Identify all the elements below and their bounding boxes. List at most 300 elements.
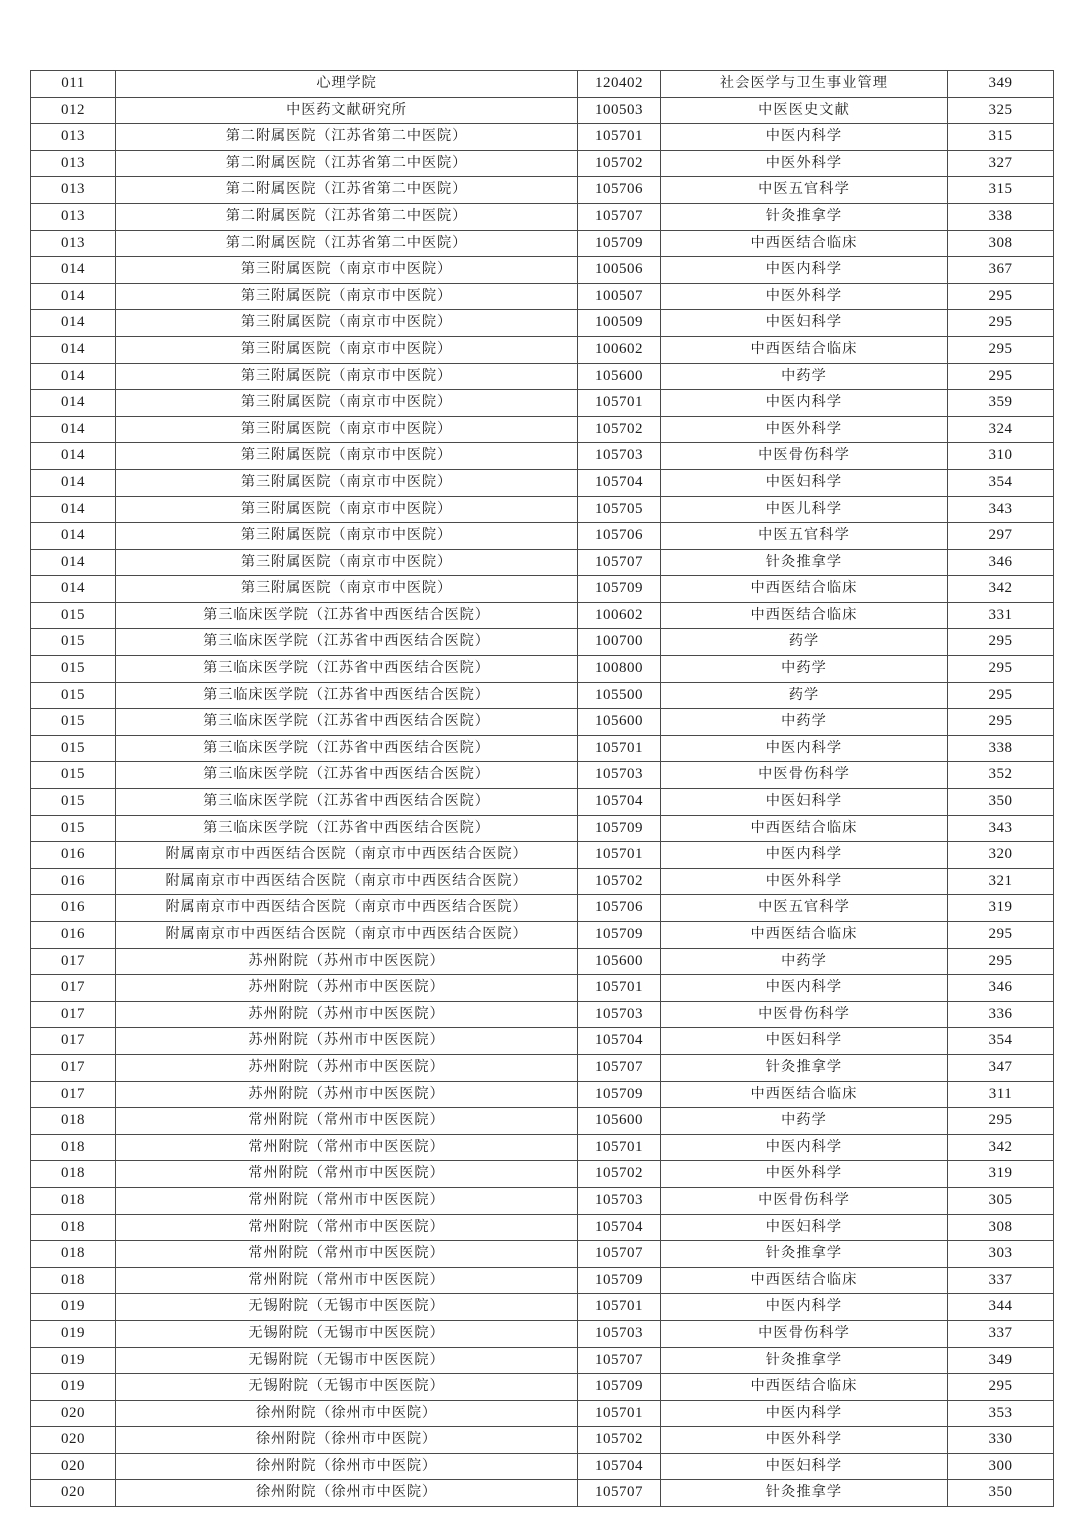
cell-unit-name: 苏州附院（苏州市中医医院）: [116, 975, 578, 1002]
table-row: [31, 363, 1054, 390]
cell-major-name: 中医内科学: [661, 124, 948, 151]
cell-unit-name: 苏州附院（苏州市中医医院）: [116, 1081, 578, 1108]
table-row: [31, 1294, 1054, 1321]
cell-unit-code: 012: [31, 97, 116, 124]
cell-unit-code: 020: [31, 1400, 116, 1427]
cell-unit-code: 019: [31, 1347, 116, 1374]
score-table-container: [30, 70, 1053, 1507]
cell-score: 327: [948, 150, 1054, 177]
cell-score: 310: [948, 443, 1054, 470]
cell-unit-code: 015: [31, 735, 116, 762]
cell-unit-name: 第三附属医院（南京市中医院）: [116, 549, 578, 576]
cell-major-code: 105600: [578, 363, 661, 390]
cell-major-code: 105600: [578, 948, 661, 975]
cell-unit-name: 苏州附院（苏州市中医医院）: [116, 1001, 578, 1028]
table-row: [31, 602, 1054, 629]
cell-score: 354: [948, 469, 1054, 496]
cell-unit-code: 014: [31, 390, 116, 417]
cell-score: 295: [948, 1108, 1054, 1135]
table-row: [31, 1320, 1054, 1347]
cell-major-name: 中药学: [661, 709, 948, 736]
cell-major-code: 100506: [578, 257, 661, 284]
cell-unit-name: 第三临床医学院（江苏省中西医结合医院）: [116, 735, 578, 762]
table-row: [31, 682, 1054, 709]
cell-major-code: 105500: [578, 682, 661, 709]
cell-score: 352: [948, 762, 1054, 789]
cell-major-name: 中医医史文献: [661, 97, 948, 124]
cell-unit-code: 015: [31, 709, 116, 736]
cell-major-code: 100503: [578, 97, 661, 124]
cell-score: 343: [948, 496, 1054, 523]
cell-score: 295: [948, 656, 1054, 683]
table-row: [31, 709, 1054, 736]
cell-score: 350: [948, 789, 1054, 816]
cell-major-name: 针灸推拿学: [661, 549, 948, 576]
table-row: [31, 1054, 1054, 1081]
cell-unit-name: 无锡附院（无锡市中医医院）: [116, 1374, 578, 1401]
cell-major-name: 中药学: [661, 1108, 948, 1135]
cell-unit-code: 013: [31, 177, 116, 204]
cell-unit-name: 徐州附院（徐州市中医院）: [116, 1480, 578, 1507]
table-row: [31, 230, 1054, 257]
cell-score: 297: [948, 523, 1054, 550]
cell-major-name: 针灸推拿学: [661, 203, 948, 230]
cell-major-code: 105706: [578, 523, 661, 550]
cell-major-name: 针灸推拿学: [661, 1347, 948, 1374]
cell-unit-name: 附属南京市中西医结合医院（南京市中西医结合医院）: [116, 868, 578, 895]
cell-unit-code: 014: [31, 257, 116, 284]
cell-major-code: 105701: [578, 735, 661, 762]
cell-unit-name: 中医药文献研究所: [116, 97, 578, 124]
cell-major-code: 105701: [578, 1134, 661, 1161]
cell-score: 295: [948, 363, 1054, 390]
cell-major-name: 中医内科学: [661, 735, 948, 762]
cell-unit-code: 016: [31, 895, 116, 922]
table-row: [31, 469, 1054, 496]
cell-unit-code: 017: [31, 975, 116, 1002]
table-row: [31, 1214, 1054, 1241]
cell-unit-code: 014: [31, 576, 116, 603]
cell-unit-code: 013: [31, 230, 116, 257]
table-row: [31, 1001, 1054, 1028]
cell-unit-name: 常州附院（常州市中医医院）: [116, 1134, 578, 1161]
cell-score: 336: [948, 1001, 1054, 1028]
table-row: [31, 1374, 1054, 1401]
cell-unit-name: 第三附属医院（南京市中医院）: [116, 310, 578, 337]
cell-major-code: 120402: [578, 71, 661, 98]
table-row: [31, 922, 1054, 949]
cell-unit-name: 第二附属医院（江苏省第二中医院）: [116, 203, 578, 230]
cell-major-code: 105702: [578, 868, 661, 895]
cell-unit-code: 015: [31, 789, 116, 816]
cell-major-code: 100509: [578, 310, 661, 337]
cell-major-name: 中医外科学: [661, 1161, 948, 1188]
table-row: [31, 1161, 1054, 1188]
cell-score: 295: [948, 336, 1054, 363]
cell-unit-code: 017: [31, 948, 116, 975]
cell-unit-code: 011: [31, 71, 116, 98]
cell-major-name: 中医外科学: [661, 1427, 948, 1454]
cell-major-name: 中西医结合临床: [661, 922, 948, 949]
cell-unit-code: 015: [31, 602, 116, 629]
cell-unit-code: 017: [31, 1001, 116, 1028]
cell-unit-code: 019: [31, 1374, 116, 1401]
cell-unit-name: 第三附属医院（南京市中医院）: [116, 283, 578, 310]
cell-major-code: 105707: [578, 1054, 661, 1081]
table-row: [31, 842, 1054, 869]
cell-major-name: 中西医结合临床: [661, 230, 948, 257]
cell-major-code: 105707: [578, 203, 661, 230]
cell-unit-code: 014: [31, 336, 116, 363]
cell-major-name: 中医内科学: [661, 1294, 948, 1321]
cell-unit-name: 第二附属医院（江苏省第二中医院）: [116, 124, 578, 151]
cell-major-code: 105701: [578, 975, 661, 1002]
cell-major-code: 105709: [578, 815, 661, 842]
cell-major-code: 105705: [578, 496, 661, 523]
cell-unit-name: 苏州附院（苏州市中医医院）: [116, 948, 578, 975]
cell-major-code: 105702: [578, 1427, 661, 1454]
cell-major-code: 100602: [578, 602, 661, 629]
table-row: [31, 496, 1054, 523]
cell-score: 295: [948, 709, 1054, 736]
cell-unit-code: 018: [31, 1161, 116, 1188]
cell-major-name: 中医外科学: [661, 283, 948, 310]
score-table-body: [31, 71, 1054, 1507]
cell-unit-name: 常州附院（常州市中医医院）: [116, 1187, 578, 1214]
cell-major-code: 105701: [578, 124, 661, 151]
cell-major-code: 105709: [578, 230, 661, 257]
cell-score: 295: [948, 310, 1054, 337]
cell-score: 338: [948, 735, 1054, 762]
cell-major-code: 105704: [578, 1028, 661, 1055]
cell-major-name: 中医骨伤科学: [661, 762, 948, 789]
cell-unit-name: 第三临床医学院（江苏省中西医结合医院）: [116, 762, 578, 789]
table-row: [31, 1028, 1054, 1055]
cell-score: 308: [948, 230, 1054, 257]
cell-major-code: 105709: [578, 1081, 661, 1108]
table-row: [31, 1267, 1054, 1294]
cell-unit-name: 附属南京市中西医结合医院（南京市中西医结合医院）: [116, 842, 578, 869]
cell-major-code: 100507: [578, 283, 661, 310]
cell-major-name: 针灸推拿学: [661, 1480, 948, 1507]
cell-score: 331: [948, 602, 1054, 629]
cell-score: 295: [948, 948, 1054, 975]
cell-major-name: 针灸推拿学: [661, 1054, 948, 1081]
cell-unit-code: 016: [31, 868, 116, 895]
cell-score: 342: [948, 576, 1054, 603]
cell-unit-name: 第三附属医院（南京市中医院）: [116, 469, 578, 496]
cell-major-code: 100602: [578, 336, 661, 363]
cell-major-name: 中医内科学: [661, 842, 948, 869]
cell-score: 346: [948, 975, 1054, 1002]
cell-major-name: 中西医结合临床: [661, 1374, 948, 1401]
cell-score: 353: [948, 1400, 1054, 1427]
table-row: [31, 576, 1054, 603]
cell-major-code: 100700: [578, 629, 661, 656]
cell-major-code: 105707: [578, 549, 661, 576]
cell-major-name: 中医骨伤科学: [661, 1187, 948, 1214]
cell-major-code: 105701: [578, 390, 661, 417]
table-row: [31, 416, 1054, 443]
cell-major-name: 中西医结合临床: [661, 815, 948, 842]
cell-major-name: 药学: [661, 682, 948, 709]
cell-unit-code: 020: [31, 1427, 116, 1454]
cell-unit-code: 014: [31, 363, 116, 390]
table-row: [31, 1480, 1054, 1507]
cell-major-name: 中西医结合临床: [661, 1081, 948, 1108]
cell-unit-code: 014: [31, 523, 116, 550]
cell-score: 319: [948, 1161, 1054, 1188]
cell-unit-name: 第三附属医院（南京市中医院）: [116, 336, 578, 363]
cell-major-name: 中医内科学: [661, 390, 948, 417]
cell-major-name: 中医五官科学: [661, 523, 948, 550]
cell-major-code: 105701: [578, 842, 661, 869]
cell-unit-code: 015: [31, 762, 116, 789]
cell-unit-code: 015: [31, 656, 116, 683]
cell-score: 315: [948, 124, 1054, 151]
cell-unit-name: 第三附属医院（南京市中医院）: [116, 390, 578, 417]
cell-unit-name: 心理学院: [116, 71, 578, 98]
cell-unit-code: 014: [31, 416, 116, 443]
cell-score: 305: [948, 1187, 1054, 1214]
table-row: [31, 150, 1054, 177]
cell-unit-name: 第三附属医院（南京市中医院）: [116, 363, 578, 390]
cell-score: 337: [948, 1267, 1054, 1294]
cell-major-name: 中西医结合临床: [661, 1267, 948, 1294]
cell-unit-code: 016: [31, 922, 116, 949]
table-row: [31, 1134, 1054, 1161]
table-row: [31, 97, 1054, 124]
cell-major-code: 105707: [578, 1241, 661, 1268]
table-row: [31, 656, 1054, 683]
cell-score: 354: [948, 1028, 1054, 1055]
cell-unit-name: 第三临床医学院（江苏省中西医结合医院）: [116, 709, 578, 736]
cell-unit-code: 016: [31, 842, 116, 869]
cell-unit-name: 徐州附院（徐州市中医院）: [116, 1427, 578, 1454]
cell-unit-name: 常州附院（常州市中医医院）: [116, 1214, 578, 1241]
cell-unit-code: 017: [31, 1028, 116, 1055]
cell-major-name: 中药学: [661, 948, 948, 975]
cell-unit-code: 014: [31, 469, 116, 496]
table-row: [31, 257, 1054, 284]
cell-major-name: 中西医结合临床: [661, 336, 948, 363]
cell-major-name: 针灸推拿学: [661, 1241, 948, 1268]
cell-major-name: 社会医学与卫生事业管理: [661, 71, 948, 98]
cell-unit-code: 020: [31, 1453, 116, 1480]
cell-score: 311: [948, 1081, 1054, 1108]
cell-unit-name: 第三临床医学院（江苏省中西医结合医院）: [116, 656, 578, 683]
cell-score: 320: [948, 842, 1054, 869]
cell-major-code: 105703: [578, 762, 661, 789]
cell-major-code: 105703: [578, 1187, 661, 1214]
admission-score-table: [30, 70, 1054, 1507]
cell-major-code: 105709: [578, 576, 661, 603]
table-row: [31, 895, 1054, 922]
cell-major-name: 中医内科学: [661, 257, 948, 284]
cell-unit-name: 第三附属医院（南京市中医院）: [116, 443, 578, 470]
cell-score: 367: [948, 257, 1054, 284]
cell-unit-code: 014: [31, 496, 116, 523]
table-row: [31, 1108, 1054, 1135]
cell-score: 338: [948, 203, 1054, 230]
cell-unit-code: 014: [31, 549, 116, 576]
cell-score: 330: [948, 1427, 1054, 1454]
cell-score: 315: [948, 177, 1054, 204]
cell-score: 295: [948, 922, 1054, 949]
table-row: [31, 310, 1054, 337]
table-row: [31, 735, 1054, 762]
table-row: [31, 789, 1054, 816]
cell-major-name: 中药学: [661, 656, 948, 683]
cell-major-code: 105600: [578, 709, 661, 736]
cell-score: 321: [948, 868, 1054, 895]
cell-score: 325: [948, 97, 1054, 124]
cell-major-name: 中医外科学: [661, 416, 948, 443]
cell-major-name: 中西医结合临床: [661, 602, 948, 629]
cell-major-code: 105600: [578, 1108, 661, 1135]
table-row: [31, 762, 1054, 789]
table-row: [31, 1427, 1054, 1454]
cell-major-code: 100800: [578, 656, 661, 683]
cell-unit-name: 常州附院（常州市中医医院）: [116, 1161, 578, 1188]
cell-major-name: 中医妇科学: [661, 310, 948, 337]
table-row: [31, 177, 1054, 204]
cell-unit-name: 第三附属医院（南京市中医院）: [116, 257, 578, 284]
cell-unit-code: 015: [31, 815, 116, 842]
cell-major-name: 中医外科学: [661, 868, 948, 895]
cell-score: 344: [948, 1294, 1054, 1321]
cell-major-code: 105703: [578, 443, 661, 470]
cell-unit-code: 014: [31, 310, 116, 337]
cell-unit-code: 014: [31, 283, 116, 310]
cell-major-name: 中医骨伤科学: [661, 1320, 948, 1347]
cell-score: 295: [948, 629, 1054, 656]
cell-score: 324: [948, 416, 1054, 443]
cell-major-code: 105702: [578, 416, 661, 443]
cell-score: 295: [948, 1374, 1054, 1401]
cell-unit-name: 常州附院（常州市中医医院）: [116, 1108, 578, 1135]
cell-score: 300: [948, 1453, 1054, 1480]
cell-major-code: 105709: [578, 1374, 661, 1401]
table-row: [31, 1241, 1054, 1268]
table-row: [31, 1187, 1054, 1214]
cell-major-code: 105704: [578, 1214, 661, 1241]
cell-major-code: 105701: [578, 1400, 661, 1427]
cell-unit-code: 018: [31, 1187, 116, 1214]
cell-major-name: 中药学: [661, 363, 948, 390]
table-row: [31, 336, 1054, 363]
cell-unit-name: 第三附属医院（南京市中医院）: [116, 496, 578, 523]
table-row: [31, 283, 1054, 310]
cell-major-code: 105709: [578, 922, 661, 949]
table-row: [31, 975, 1054, 1002]
cell-unit-code: 018: [31, 1241, 116, 1268]
cell-score: 349: [948, 1347, 1054, 1374]
cell-unit-code: 018: [31, 1108, 116, 1135]
cell-major-name: 中西医结合临床: [661, 576, 948, 603]
table-row: [31, 390, 1054, 417]
cell-score: 349: [948, 71, 1054, 98]
cell-score: 343: [948, 815, 1054, 842]
cell-major-name: 中医内科学: [661, 1400, 948, 1427]
cell-unit-code: 020: [31, 1480, 116, 1507]
table-row: [31, 1347, 1054, 1374]
cell-unit-name: 第二附属医院（江苏省第二中医院）: [116, 230, 578, 257]
cell-unit-code: 014: [31, 443, 116, 470]
cell-unit-code: 015: [31, 629, 116, 656]
table-row: [31, 1081, 1054, 1108]
cell-score: 295: [948, 283, 1054, 310]
cell-major-name: 中医内科学: [661, 1134, 948, 1161]
cell-unit-name: 常州附院（常州市中医医院）: [116, 1241, 578, 1268]
table-row: [31, 203, 1054, 230]
cell-unit-code: 019: [31, 1294, 116, 1321]
cell-score: 350: [948, 1480, 1054, 1507]
cell-unit-code: 015: [31, 682, 116, 709]
cell-major-code: 105704: [578, 469, 661, 496]
cell-unit-name: 附属南京市中西医结合医院（南京市中西医结合医院）: [116, 922, 578, 949]
table-row: [31, 523, 1054, 550]
cell-score: 295: [948, 682, 1054, 709]
cell-score: 319: [948, 895, 1054, 922]
cell-score: 359: [948, 390, 1054, 417]
cell-major-code: 105706: [578, 177, 661, 204]
cell-unit-name: 无锡附院（无锡市中医医院）: [116, 1347, 578, 1374]
cell-unit-name: 第三附属医院（南京市中医院）: [116, 416, 578, 443]
table-row: [31, 124, 1054, 151]
cell-major-code: 105703: [578, 1320, 661, 1347]
cell-major-code: 105702: [578, 1161, 661, 1188]
table-row: [31, 948, 1054, 975]
cell-major-name: 中医妇科学: [661, 1214, 948, 1241]
table-row: [31, 1453, 1054, 1480]
cell-unit-code: 018: [31, 1134, 116, 1161]
cell-unit-name: 第二附属医院（江苏省第二中医院）: [116, 150, 578, 177]
cell-major-name: 中医骨伤科学: [661, 1001, 948, 1028]
cell-major-name: 中医骨伤科学: [661, 443, 948, 470]
cell-unit-name: 常州附院（常州市中医医院）: [116, 1267, 578, 1294]
cell-unit-name: 附属南京市中西医结合医院（南京市中西医结合医院）: [116, 895, 578, 922]
cell-score: 347: [948, 1054, 1054, 1081]
cell-unit-name: 第三临床医学院（江苏省中西医结合医院）: [116, 815, 578, 842]
cell-unit-code: 018: [31, 1214, 116, 1241]
cell-major-code: 105704: [578, 1453, 661, 1480]
cell-unit-name: 苏州附院（苏州市中医医院）: [116, 1028, 578, 1055]
cell-score: 342: [948, 1134, 1054, 1161]
cell-score: 337: [948, 1320, 1054, 1347]
table-row: [31, 868, 1054, 895]
cell-unit-code: 017: [31, 1081, 116, 1108]
cell-major-name: 中医妇科学: [661, 1028, 948, 1055]
cell-major-code: 105706: [578, 895, 661, 922]
cell-score: 308: [948, 1214, 1054, 1241]
cell-major-code: 105702: [578, 150, 661, 177]
cell-unit-name: 无锡附院（无锡市中医医院）: [116, 1294, 578, 1321]
cell-unit-code: 013: [31, 150, 116, 177]
cell-unit-name: 第三临床医学院（江苏省中西医结合医院）: [116, 602, 578, 629]
cell-unit-name: 无锡附院（无锡市中医医院）: [116, 1320, 578, 1347]
cell-unit-name: 徐州附院（徐州市中医院）: [116, 1453, 578, 1480]
table-row: [31, 443, 1054, 470]
cell-major-name: 中医妇科学: [661, 469, 948, 496]
cell-major-name: 药学: [661, 629, 948, 656]
cell-unit-code: 019: [31, 1320, 116, 1347]
cell-major-name: 中医儿科学: [661, 496, 948, 523]
cell-unit-name: 第二附属医院（江苏省第二中医院）: [116, 177, 578, 204]
cell-major-name: 中医妇科学: [661, 789, 948, 816]
cell-unit-name: 第三附属医院（南京市中医院）: [116, 576, 578, 603]
cell-score: 303: [948, 1241, 1054, 1268]
